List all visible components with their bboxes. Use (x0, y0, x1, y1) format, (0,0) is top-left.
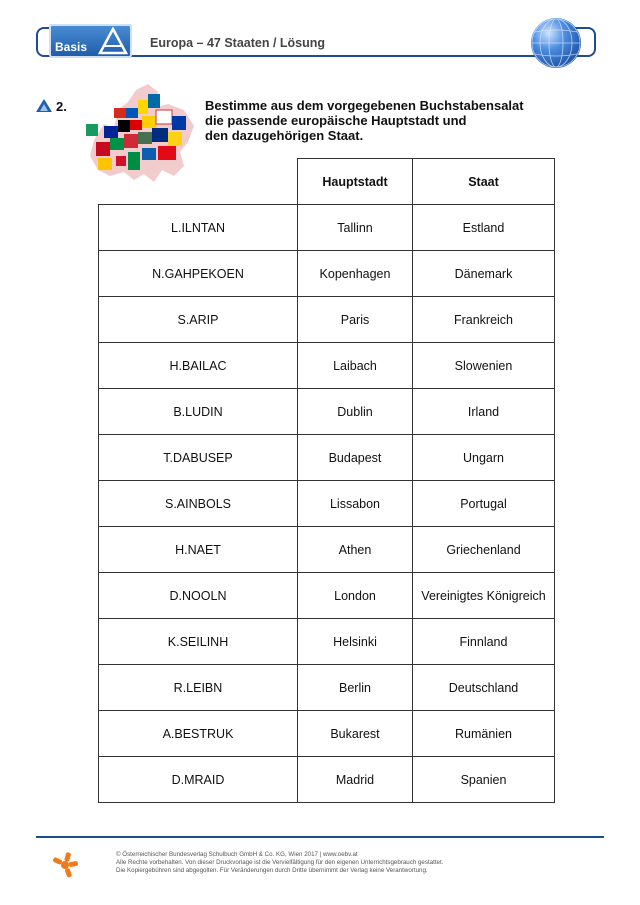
scrambled-cell: D.NOOLN (99, 573, 298, 619)
country-cell: Rumänien (413, 711, 555, 757)
capital-cell: Laibach (298, 343, 413, 389)
capital-cell: Dublin (298, 389, 413, 435)
capital-cell: Helsinki (298, 619, 413, 665)
scrambled-cell: T.DABUSEP (99, 435, 298, 481)
capital-cell: Bukarest (298, 711, 413, 757)
table-row (99, 297, 555, 343)
capital-cell: Athen (298, 527, 413, 573)
table-row (99, 389, 555, 435)
country-cell: Finnland (413, 619, 555, 665)
table-header-row (99, 159, 555, 205)
capital-cell: Berlin (298, 665, 413, 711)
country-cell: Ungarn (413, 435, 555, 481)
scrambled-cell: B.LUDIN (99, 389, 298, 435)
table-row (99, 665, 555, 711)
table-row (99, 757, 555, 803)
capital-cell: Budapest (298, 435, 413, 481)
globe-icon (531, 18, 581, 68)
table-row (99, 527, 555, 573)
capital-cell: London (298, 573, 413, 619)
country-cell: Slowenien (413, 343, 555, 389)
country-cell: Estland (413, 205, 555, 251)
basis-triangle-icon (98, 27, 128, 55)
country-cell: Dänemark (413, 251, 555, 297)
page-title: Europa – 47 Staaten / Lösung (150, 36, 326, 50)
scrambled-cell: D.MRAID (99, 757, 298, 803)
basis-badge (49, 24, 132, 58)
capital-cell: Paris (298, 297, 413, 343)
scrambled-cell: A.BESTRUK (99, 711, 298, 757)
brand-label: Basis (55, 40, 88, 54)
scrambled-cell: H.BAILAC (99, 343, 298, 389)
scrambled-cell: R.LEIBN (99, 665, 298, 711)
scrambled-cell: S.AINBOLS (99, 481, 298, 527)
oebv-logo-icon (52, 852, 78, 878)
footer-divider (36, 836, 604, 838)
task-number: 2. (56, 99, 67, 114)
solution-table (98, 158, 555, 803)
scrambled-cell: N.GAHPEKOEN (99, 251, 298, 297)
country-cell: Irland (413, 389, 555, 435)
country-cell: Portugal (413, 481, 555, 527)
table-row (99, 711, 555, 757)
scrambled-cell: K.SEILINH (99, 619, 298, 665)
scrambled-cell: L.ILNTAN (99, 205, 298, 251)
country-cell: Griechenland (413, 527, 555, 573)
header-cell-hauptstadt: Hauptstadt (298, 159, 413, 205)
table-row (99, 481, 555, 527)
table-row (99, 205, 555, 251)
scrambled-cell: S.ARIP (99, 297, 298, 343)
capital-cell: Madrid (298, 757, 413, 803)
capital-cell: Lissabon (298, 481, 413, 527)
header-cell-blank (99, 159, 298, 205)
table-row (99, 343, 555, 389)
task-instructions: Bestimme aus dem vorgegebenen Buchstabensalat die passende europäische Hauptstadt und den dazugehörigen Staat. (205, 98, 524, 143)
country-cell: Spanien (413, 757, 555, 803)
capital-cell: Kopenhagen (298, 251, 413, 297)
table-row (99, 251, 555, 297)
table-row (99, 619, 555, 665)
scrambled-cell: H.NAET (99, 527, 298, 573)
header-cell-staat: Staat (413, 159, 555, 205)
footer-copyright: © Österreichischer Bundesverlag Schulbuch GmbH & Co. KG, Wien 2017 | www.oebv.at Alle Rechte vorbehalten. Von dieser Druckvorlage ist die Vervielfältigung für den eigenen Unterrichtsgebrauch gestattet. Die Kopiergebühren sind abgegolten. Für Veränderungen durch Dritte übernimmt der Verlag keine Verantwortung. (116, 851, 444, 874)
country-cell: Vereinigtes Königreich (413, 573, 555, 619)
country-cell: Frankreich (413, 297, 555, 343)
table-row (99, 573, 555, 619)
difficulty-triangle-icon (36, 99, 52, 112)
table-row (99, 435, 555, 481)
capital-cell: Tallinn (298, 205, 413, 251)
country-cell: Deutschland (413, 665, 555, 711)
